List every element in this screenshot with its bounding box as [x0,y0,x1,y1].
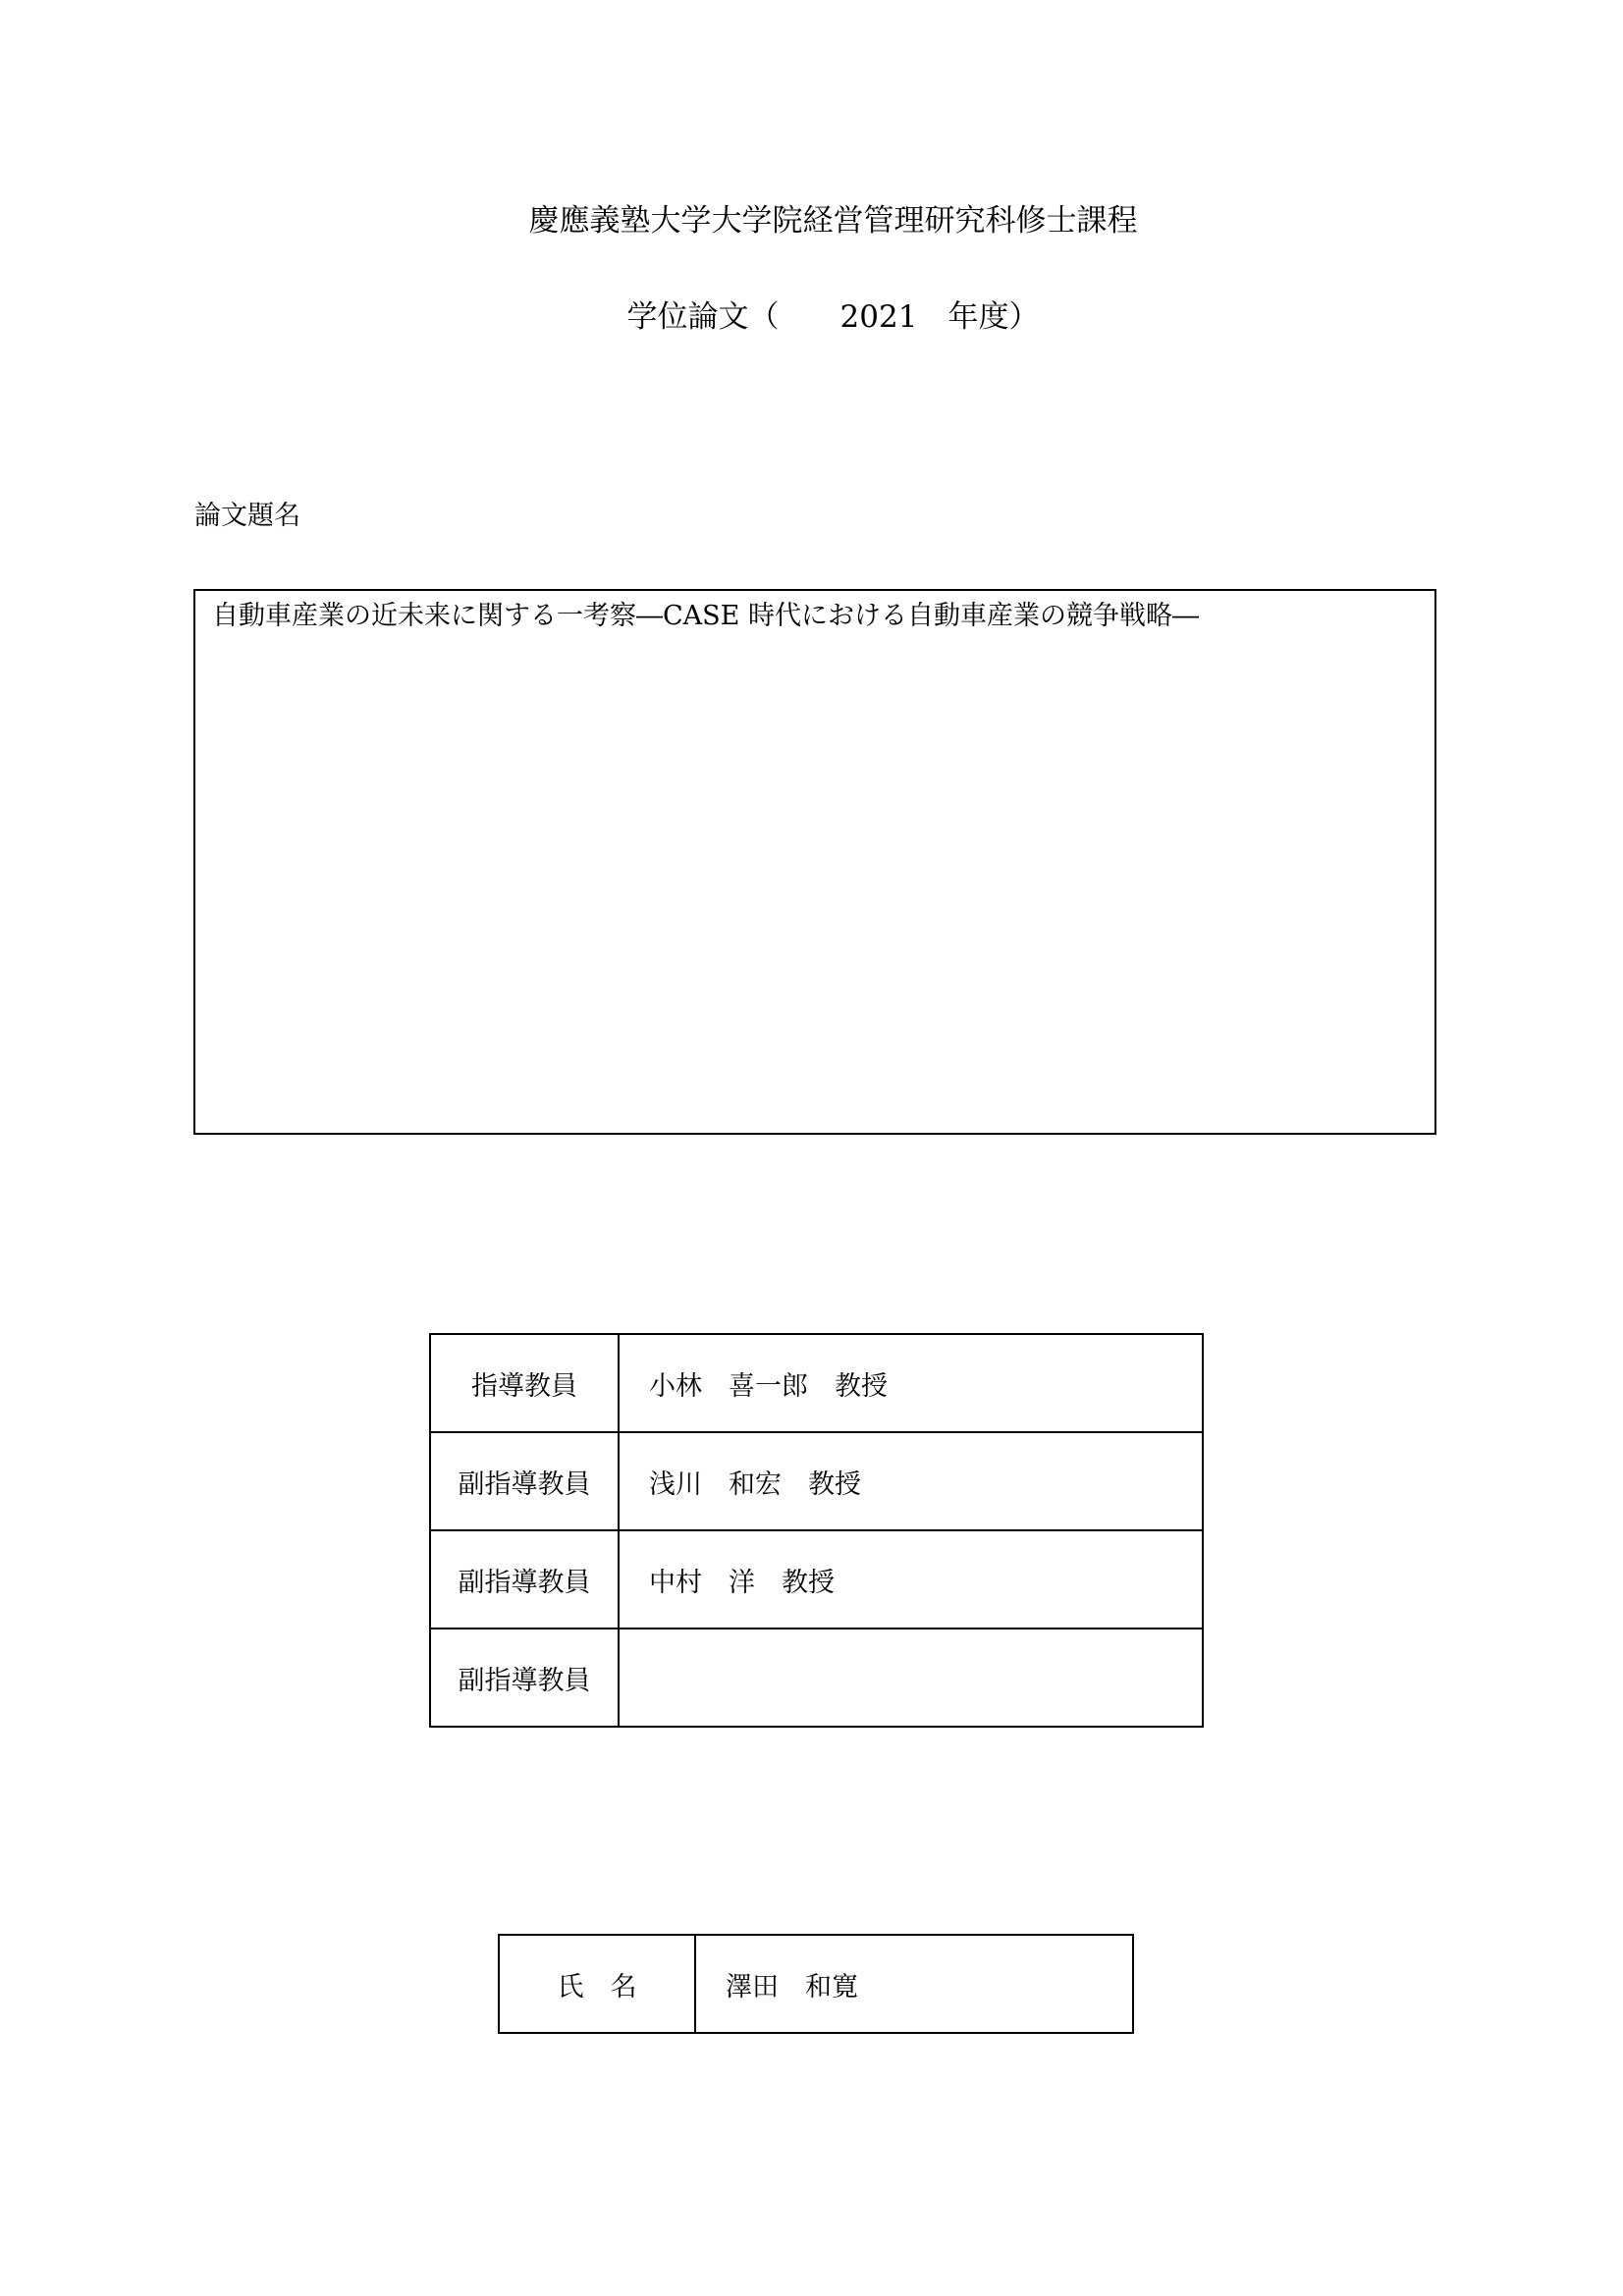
thesis-title: 自動車産業の近未来に関する一考察―CASE 時代における自動車産業の競争戦略― [212,601,1199,631]
table-row [499,1935,1133,2033]
advisor-role-cell: 副指導教員 [430,1530,619,1629]
advisor-name-cell: 浅川 和宏 教授 [619,1432,1203,1530]
table-row [430,1629,1203,1727]
institution-heading: 慶應義塾大学大学院経営管理研究科修士課程 [528,203,1138,239]
student-name-label: 氏 名 [499,1935,695,2033]
table-row [430,1530,1203,1629]
advisor-name-cell [619,1629,1203,1727]
student-name-cell: 澤田 和寛 [695,1935,1133,2033]
advisor-table [429,1333,1204,1728]
advisor-role-cell: 副指導教員 [430,1629,619,1727]
thesis-title-label: 論文題名 [194,501,300,531]
advisor-name-cell: 小林 喜一郎 教授 [619,1334,1203,1432]
table-row [430,1334,1203,1432]
student-table [498,1934,1134,2034]
thesis-title-box [193,589,1436,1135]
advisor-role-cell: 指導教員 [430,1334,619,1432]
advisor-name-cell: 中村 洋 教授 [619,1530,1203,1629]
degree-year-heading: 学位論文（ 2021 年度） [626,299,1040,335]
advisor-role-cell: 副指導教員 [430,1432,619,1530]
table-row [430,1432,1203,1530]
